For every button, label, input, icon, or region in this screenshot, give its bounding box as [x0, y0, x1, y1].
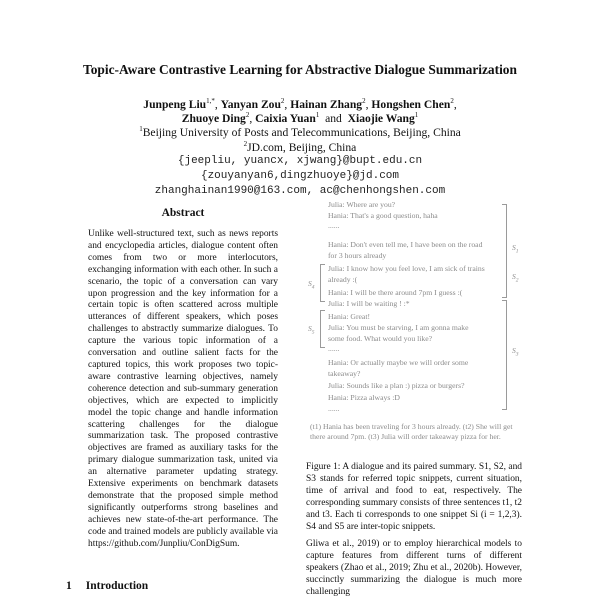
label-s3: $S_3$ [512, 346, 519, 358]
figure-summary: (t1) Hania has been traveling for 3 hours already. (t2) She will get there around 7pm. (t3) Julia will order takeaway pizza for her. [310, 422, 513, 442]
bracket-s1 [502, 204, 507, 298]
dialogue-line: takeaway? [328, 368, 361, 378]
caption-prefix: Figure 1: A dialogue and its paired summary. [306, 462, 477, 472]
dialogue-line: Julia: I know how you feel love, I am sick of trains [328, 264, 485, 273]
email-line: {jeepliu, yuancx, xjwang}@bupt.edu.cn [177, 155, 423, 167]
affiliation-1: $^1$Beijing University of Posts and Telecommunications, Beijing, China [139, 125, 461, 140]
email-block [40, 154, 560, 199]
section-heading [66, 580, 162, 592]
author-name: Zhuoye Ding [181, 112, 246, 126]
dialogue-line: ...... [328, 404, 340, 413]
bracket-s5 [320, 310, 325, 348]
email-line: zhanghainan1990@163.com, ac@chenhongshen.com [154, 185, 446, 197]
author-name: Junpeng Liu [143, 98, 207, 111]
author-sup: 2 [450, 97, 454, 106]
bracket-s4 [320, 264, 325, 302]
author-name: Xiaojie Wang [347, 112, 415, 126]
dialogue-line: Hania: Pizza always :D [328, 393, 400, 402]
label-s1: $S_1$ [512, 243, 519, 255]
dialogue-line: Julia: Sounds like a plan :) pizza or burgers? [328, 381, 465, 390]
label-s4: $S_4$ [308, 279, 315, 291]
author-name: Yanyan Zou [220, 98, 281, 111]
paper-title: Topic-Aware Contrastive Learning for Abstractive Dialogue Summarization [83, 62, 517, 77]
label-s5: $S_5$ [308, 324, 315, 336]
dialogue-line: Hania: Don't even tell me, I have been on the road [328, 240, 483, 249]
label-s2: $S_2$ [512, 272, 519, 284]
email-line: {zouyanyan6,dingzhuoye}@jd.com [200, 170, 400, 182]
affiliation-2: $^2$JD.com, Beijing, China [243, 139, 357, 154]
figure-dialogue [306, 200, 526, 460]
dialogue-line: Hania: Or actually maybe we will order some [328, 358, 469, 367]
dialogue-line: for 3 hours already [328, 250, 387, 260]
dialogue-line: Julia: You must be starving, I am gonna make [328, 323, 469, 332]
figure-caption [306, 462, 522, 533]
section-title: Introduction [85, 580, 149, 592]
author-line-2: Zhuoye Ding$^2$, Caixia Yuan$^1$ and Xiaojie Wang$^1$ [181, 111, 419, 126]
dialogue-line: already :( [328, 274, 358, 284]
dialogue-line: Hania: I will be there around 7pm I guess :( [328, 288, 463, 297]
dialogue-line: Julia: I will be waiting ! :* [328, 299, 410, 308]
abstract-text: Unlike well-structured text, such as news reports and encyclopedia articles, dialogue content often comes from two or more interlocutors, exchanging information with each other. In such a scenario, the topic of a conversation can vary upon progression and the key information for a certain topic is often scattered across multiple utterances of different speakers, which poses challenges to abstractly summarize dialogues. To capture the various topic information of a conversation and outline salient facts for the captured topics, this work proposes two topic-aware contrastive learning objectives, namely coherence detection and sub-summary generation objectives, which are expected to implicitly model the topic change and handle information scattering challenges for the dialogue summarization task. The proposed contrastive objectives are framed as auxiliary tasks for the primary dialogue summarization task, united via an alternative parameter updating strategy. Extensive experiments on benchmark datasets demonstrate that the proposed simple method significantly outperforms strong baselines and achieves new state-of-the-art performance. The code and trained models are publicly available via https://github.com/Junpliu/ConDigSum. [88, 229, 278, 549]
author-sup: 1 [315, 111, 320, 120]
author-line-1: Junpeng Liu$^{1,*}$, Yanyan Zou$^2$, Hainan Zhang$^2$, Hongshen Chen$^2$, [143, 97, 457, 111]
caption-text: S1, S2, and S3 stands for referred topic snippets, current situation, time of arrival and food to eat, respectively. The corresponding summary consists of three sentences t1, t2 and t3. Each ti corresponds to one snippet Si (i = 1,2,3). S4 and S5 are inter-topic snippets. [306, 462, 523, 532]
author-name: Hongshen Chen [371, 98, 451, 111]
author-name: Caixia Yuan [255, 112, 316, 126]
author-sup: 2 [362, 97, 366, 106]
author-sup: 2 [245, 111, 250, 120]
abstract-heading: Abstract [161, 207, 205, 219]
section-number: 1 [66, 580, 72, 592]
dialogue-line: Hania: Great! [328, 312, 371, 321]
author-name: Hainan Zhang [290, 98, 363, 111]
author-block [40, 98, 560, 155]
and-word: and [325, 112, 342, 126]
author-sup: 2 [280, 97, 285, 106]
author-sup: 1 [414, 111, 419, 120]
dialogue-line: ...... [328, 221, 340, 230]
author-sup: 1,* [206, 97, 215, 106]
dialogue-line: ...... [328, 344, 340, 353]
dialogue-line: Hania: That's a good question, haha [328, 210, 438, 220]
dialogue-line: Julia: Where are you? [328, 200, 396, 209]
dialogue-line: some food. What would you like? [328, 333, 433, 343]
body-text: Gliwa et al., 2019) or to employ hierarchical models to capture features from different turns of different speakers (Zhao et al., 2019; Zhu et al., 2020b). However, succinctly summarizing the dialogue is much more challenging [306, 539, 522, 597]
bracket-s2 [502, 300, 507, 410]
